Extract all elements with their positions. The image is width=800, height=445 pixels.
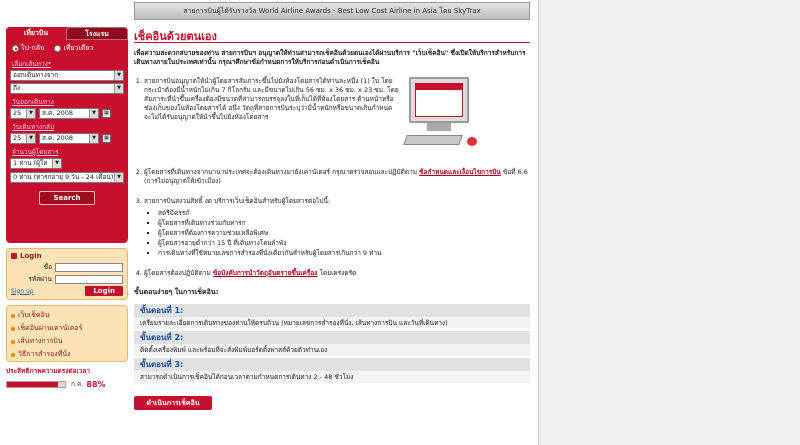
radio-one-way[interactable]: [54, 43, 93, 54]
chevron-down-icon: ▼: [114, 71, 123, 80]
booking-panel: [6, 27, 128, 243]
step-1: [134, 304, 530, 329]
signup-link[interactable]: Sign up: [11, 287, 34, 295]
intro-text: เพื่อความสะดวกสบายของท่าน สายการบินฯ อนุญาตให้ท่านสามารถเช็คอินด้วยตนเองได้ผ่านบริการ "เว็บเช็คอิน" ซึ่งเปิดให้บริการสำหรับการเดินทางภายในประเทศเท่านั้น กรุณาศึกษาข้อกำหนดการให้บริการก่อนดำเนินการเช็คอิน: [134, 49, 526, 66]
menu-item-web-checkin[interactable]: [11, 310, 123, 321]
on-time-bar: [6, 381, 66, 388]
awards-banner: [134, 2, 530, 20]
condition-4-tail: โดยเคร่งครัด: [319, 269, 357, 277]
menu-item-label: เว็บเช็คอิน: [18, 311, 50, 319]
chevron-down-icon: ▼: [26, 134, 35, 143]
menu-item-label: เส้นทางการบิน: [18, 337, 63, 345]
list-item: ▪ การเดินทางที่ใช้หมายเลขการสำรองที่นั่งเดียวกันสำหรับผู้โดยสารเกินกว่า 9 ท่าน: [158, 249, 530, 258]
awards-banner-text: สายการบินผู้ได้รับรางวัล World Airline Awards - Best Low Cost Airline in Asia โดย SkyTrax: [183, 7, 481, 15]
step-3: [134, 358, 530, 383]
children-select[interactable]: [10, 172, 124, 183]
list-item: ▪ ผู้โดยสารที่ต้องการความช่วยเหลือพิเศษ: [158, 229, 530, 238]
steps-title: ขั้นตอนง่ายๆ ในการเช็คอิน:: [134, 288, 219, 296]
step-1-body: เตรียมรายละเอียดการเดินทางของท่านให้ครบถ้วน (หมายเลขการสำรองที่นั่ง, เส้นทางการบิน และวันที่เดินทาง): [134, 317, 530, 329]
left-sidebar: [6, 27, 128, 389]
condition-2-text: ผู้โดยสารที่เดินทางจากนานาประเทศจะต้องเดินทางมายังเคาน์เตอร์ กรุณาตรวจสอบและปฏิบัติตาม: [144, 168, 418, 176]
page-title: เช็คอินด้วยตนเอง: [134, 27, 530, 43]
list-item: ▪ สตรีมีครรภ์: [158, 209, 530, 218]
computer-icon: [405, 77, 481, 157]
terms-link[interactable]: ข้อกำหนดและเงื่อนไขการบิน: [419, 168, 501, 176]
condition-3-lead: สายการบินสงวนสิทธิ์ งด บริการเว็บเช็คอินสำหรับผู้โดยสารต่อไปนี้:: [144, 197, 331, 205]
trip-type-group: [12, 43, 122, 54]
chevron-down-icon: ▼: [89, 109, 98, 118]
login-header: [11, 252, 123, 260]
return-month-value: ส.ค. 2008: [42, 134, 74, 142]
origin-select-value: ออกเดินทางจาก: [13, 71, 59, 79]
chevron-down-icon: ▼: [52, 159, 61, 168]
conditions-list: [134, 77, 530, 278]
bullet-icon: [11, 340, 15, 344]
step-2: [134, 331, 530, 356]
username-input[interactable]: [55, 263, 123, 272]
depart-day-select[interactable]: [10, 108, 36, 119]
proceed-checkin-button[interactable]: ดำเนินการเช็คอิน: [134, 396, 212, 410]
destination-select-value: ถึง: [13, 84, 21, 92]
depart-day-value: 25: [13, 109, 22, 117]
login-title: Login: [20, 252, 42, 260]
menu-item-how-to-book[interactable]: [11, 349, 123, 360]
children-select-value: 0 ท่าน (ทารกอายุ 9 วัน - 24 เดือน): [13, 173, 114, 181]
login-button[interactable]: Login: [85, 286, 123, 296]
step-3-body: สามารถดำเนินการเช็คอินได้ก่อนเวลาตามกำหนดการเดินทาง 2 - 48 ชั่วโมง: [134, 371, 530, 383]
radio-round-trip[interactable]: [12, 43, 44, 54]
lock-icon: [11, 253, 17, 259]
on-time-percent: 88%: [86, 379, 106, 389]
radio-round-trip-label: ไป-กลับ: [21, 44, 45, 52]
chevron-down-icon: ▼: [26, 109, 35, 118]
menu-item-counter-checkin[interactable]: [11, 323, 123, 334]
search-button[interactable]: Search: [39, 191, 95, 205]
step-1-head: ขั้นตอนที่ 1:: [134, 304, 530, 317]
list-item: ▪ ผู้โดยสารอายุต่ำกว่า 15 ปี ที่เดินทางโดยลำพัง: [158, 239, 530, 248]
menu-item-label: เช็คอินผ่านเคาน์เตอร์: [18, 324, 83, 332]
condition-item: [144, 77, 530, 157]
calendar-icon[interactable]: ▦: [102, 134, 111, 143]
condition-item: [144, 197, 530, 258]
condition-2-tail: ข้อที่ 6.6 (การไม่อนุญาตให้เข้าเมือง): [144, 168, 528, 185]
return-day-value: 25: [13, 134, 22, 142]
quick-menu: [6, 305, 128, 362]
destination-select[interactable]: [10, 83, 124, 94]
dangerous-goods-link[interactable]: ข้อบังคับการนำวัตถุอันตรายขึ้นเครื่อง: [212, 269, 318, 277]
username-label: ชื่อ: [43, 263, 52, 271]
on-time-title: ประสิทธิภาพความตรงต่อเวลา: [6, 367, 90, 375]
depart-date-label: วันออกเดินทาง: [12, 98, 54, 106]
condition-1-text: 1. สายการบินอนุญาตให้นำผู้โดยสารสัมภาระขึ้นไปยังห้องโดยสารได้ท่านละหนึ่ง (1) ใบ โดยกระเป๋าต้องมีน้ำหนักไม่เกิน 7 กิโลกรัม และมีขนาดไม่เกิน 56 ซม. x 36 ซม. x 23 ซม. โดยสัมภาระที่นำขึ้นเครื่องต้องมีขนาดที่สามารถบรรจุลงในที่เก็บได้ที่ห้องโดยสาร ด้านหน้าหรือช่องเก็บของในห้องโดยสารได้ อนึ่ง วัตถุที่สายการบินระบุว่ามีน้ำหนักหรือขนาดเกินกำหนดจะไม่ได้รับอนุญาตให้นำขึ้นไปยังห้องโดยสาร: [144, 77, 399, 121]
condition-item: [144, 168, 530, 186]
login-panel: [6, 248, 128, 300]
bullet-icon: [11, 314, 15, 318]
on-time-bar-fill: [7, 382, 58, 387]
booking-tabs: [6, 27, 128, 40]
on-time-month: ก.ค.: [71, 380, 84, 388]
return-date-row: [10, 133, 124, 144]
on-time-performance: [6, 366, 128, 389]
origin-select[interactable]: [10, 70, 124, 81]
depart-date-row: [10, 108, 124, 119]
depart-month-value: ส.ค. 2008: [42, 109, 74, 117]
main-content: [134, 27, 530, 445]
tab-flights[interactable]: เที่ยวบิน: [6, 27, 66, 40]
radio-unselected-icon: [54, 45, 61, 52]
chevron-down-icon: ▼: [114, 173, 123, 182]
excluded-passengers-list: [144, 209, 530, 258]
menu-item-label: วิธีการสำรองที่นั่ง: [18, 350, 71, 358]
step-2-head: ขั้นตอนที่ 2:: [134, 331, 530, 344]
menu-item-routes[interactable]: [11, 336, 123, 347]
username-row: [11, 262, 123, 272]
password-input[interactable]: [55, 275, 123, 284]
step-2-body: ติดตั้งเครื่องพิมพ์ และพร้อมที่จะสั่งพิมพ์บอร์ดดิ้งพาสส์ด้วยตัวท่านเอง: [134, 344, 530, 356]
condition-4-text: ผู้โดยสารต้องปฏิบัติตาม: [144, 269, 211, 277]
route-label: เลือกเส้นทาง*: [12, 60, 52, 68]
chevron-down-icon: ▼: [114, 84, 123, 93]
radio-one-way-label: เที่ยวเดียว: [63, 44, 94, 52]
password-row: [11, 274, 123, 284]
adults-select-value: 1 ท่าน (ผู้ให: [13, 159, 48, 167]
on-time-row: [6, 379, 128, 389]
page-background-gutter: [538, 0, 800, 445]
return-day-select[interactable]: [10, 133, 36, 144]
depart-month-select[interactable]: [39, 108, 99, 119]
bullet-icon: [11, 327, 15, 331]
passengers-label: จำนวนผู้โดยสาร: [12, 148, 59, 156]
condition-item: [144, 269, 530, 278]
chevron-down-icon: ▼: [89, 134, 98, 143]
tab-hotels[interactable]: โรงแรม: [66, 27, 128, 40]
radio-selected-icon: [12, 45, 19, 52]
password-label: รหัสผ่าน: [28, 275, 52, 283]
login-actions: [11, 286, 123, 296]
bullet-icon: [11, 353, 15, 357]
return-month-select[interactable]: [39, 133, 99, 144]
list-item: ▪ ผู้โดยสารที่เดินทางร่วมกับทารก: [158, 219, 530, 228]
step-3-head: ขั้นตอนที่ 3:: [134, 358, 530, 371]
return-date-label: วันเดินทางกลับ: [12, 123, 55, 131]
calendar-icon[interactable]: ▦: [102, 109, 111, 118]
adults-select[interactable]: [10, 158, 62, 169]
